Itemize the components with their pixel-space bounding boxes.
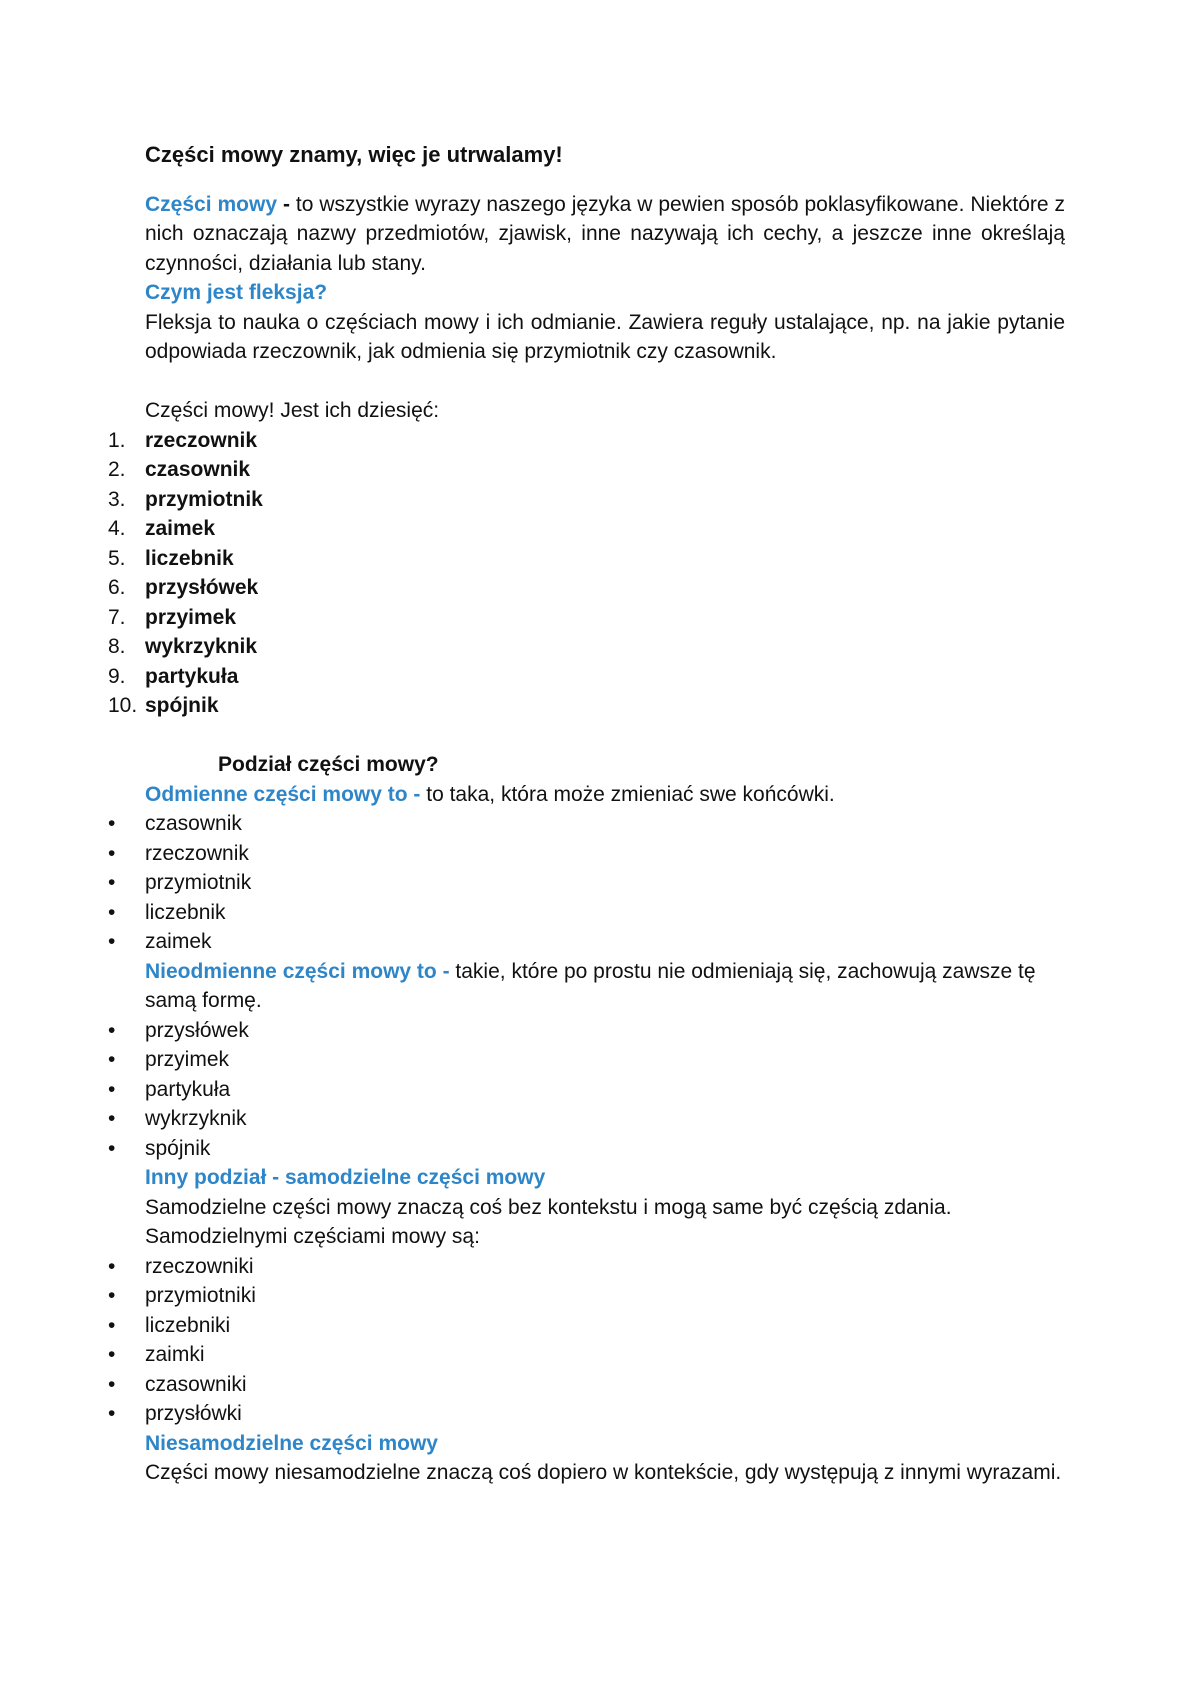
- samodzielne-text-2: Samodzielnymi częściami mowy są:: [145, 1225, 480, 1248]
- list-item: 3. przymiotnik: [108, 487, 263, 511]
- odmienne-heading: Odmienne części mowy to -: [145, 782, 421, 806]
- list-item: 1. rzeczownik: [108, 428, 258, 452]
- division-heading: Podział części mowy?: [218, 753, 439, 776]
- list-item: • czasowniki: [108, 1372, 247, 1396]
- list-item: • partykuła: [108, 1077, 231, 1101]
- samodzielne-heading: Inny podział - samodzielne części mowy: [145, 1166, 546, 1189]
- samodzielne-text-1: Samodzielne części mowy znaczą coś bez kontekstu i mogą same być częścią zdania.: [145, 1195, 952, 1219]
- list-item: • zaimek: [108, 930, 212, 953]
- list-item: • czasownik: [108, 812, 242, 835]
- fleksja-heading: Czym jest fleksja?: [145, 281, 328, 304]
- list-item: • rzeczownik: [108, 841, 249, 865]
- nieodmienne-heading: Nieodmienne części mowy to -: [145, 959, 450, 983]
- list-item: 10. spójnik: [108, 694, 219, 717]
- intro-text: to wszystkie wyrazy naszego języka w pewien sposób poklasyfikowane. Niektóre z nich oznaczają nazwy przedmiotów, zjawisk, inne nazywają ich cechy, a jeszcze inne określają czynności, działania lub stany.: [145, 192, 1065, 275]
- list-item: 2. czasownik: [108, 458, 251, 481]
- list-item: • liczebnik: [108, 900, 226, 924]
- intro-term: Części mowy: [145, 192, 277, 216]
- intro-dash: -: [277, 192, 296, 216]
- odmienne-paragraph: [145, 780, 1065, 810]
- parts-of-speech-list: [108, 426, 1065, 721]
- list-item: • przysłówki: [108, 1402, 242, 1425]
- spacer: [145, 367, 1065, 397]
- list-item: 5. liczebnik: [108, 546, 234, 570]
- odmienne-text: to taka, która może zmieniać swe końcówki.: [420, 782, 835, 806]
- list-item: • przymiotnik: [108, 871, 252, 894]
- list-item: • zaimki: [108, 1343, 205, 1366]
- niesamodzielne-text: Części mowy niesamodzielne znaczą coś dopiero w kontekście, gdy występują z innymi wyrazami.: [145, 1461, 1062, 1484]
- list-item: • przyimek: [108, 1048, 230, 1071]
- list-item: • spójnik: [108, 1136, 211, 1160]
- list-item: • liczebniki: [108, 1313, 231, 1337]
- list-intro: Części mowy! Jest ich dziesięć:: [145, 399, 440, 422]
- list-item: 4. zaimek: [108, 517, 216, 540]
- list-item: 8. wykrzyknik: [108, 635, 258, 658]
- document-title: Części mowy znamy, więc je utrwalamy!: [145, 142, 563, 167]
- list-item: 7. przyimek: [108, 605, 237, 629]
- nieodmienne-paragraph: [145, 957, 1065, 1016]
- odmienne-list: [108, 809, 1065, 957]
- nieodmienne-list: [108, 1016, 1065, 1164]
- document-page: [108, 140, 1065, 1488]
- fleksja-paragraph: Fleksja to nauka o częściach mowy i ich odmianie. Zawiera reguły ustalające, np. na jakie pytanie odpowiada rzeczownik, jak odmienia się przymiotnik czy czasownik.: [145, 310, 1065, 363]
- nieodmienne-text: takie, które po prostu nie odmieniają się, zachowują zawsze tę samą formę.: [145, 959, 1036, 1012]
- samodzielne-list: [108, 1252, 1065, 1429]
- intro-paragraph: [145, 190, 1065, 279]
- list-item: • przysłówek: [108, 1018, 249, 1042]
- list-item: • rzeczowniki: [108, 1254, 254, 1278]
- list-item: 9. partykuła: [108, 664, 239, 688]
- spacer: [145, 721, 1065, 751]
- list-item: 6. przysłówek: [108, 576, 259, 599]
- list-item: • przymiotniki: [108, 1284, 256, 1307]
- niesamodzielne-heading: Niesamodzielne części mowy: [145, 1431, 438, 1455]
- list-item: • wykrzyknik: [108, 1107, 247, 1130]
